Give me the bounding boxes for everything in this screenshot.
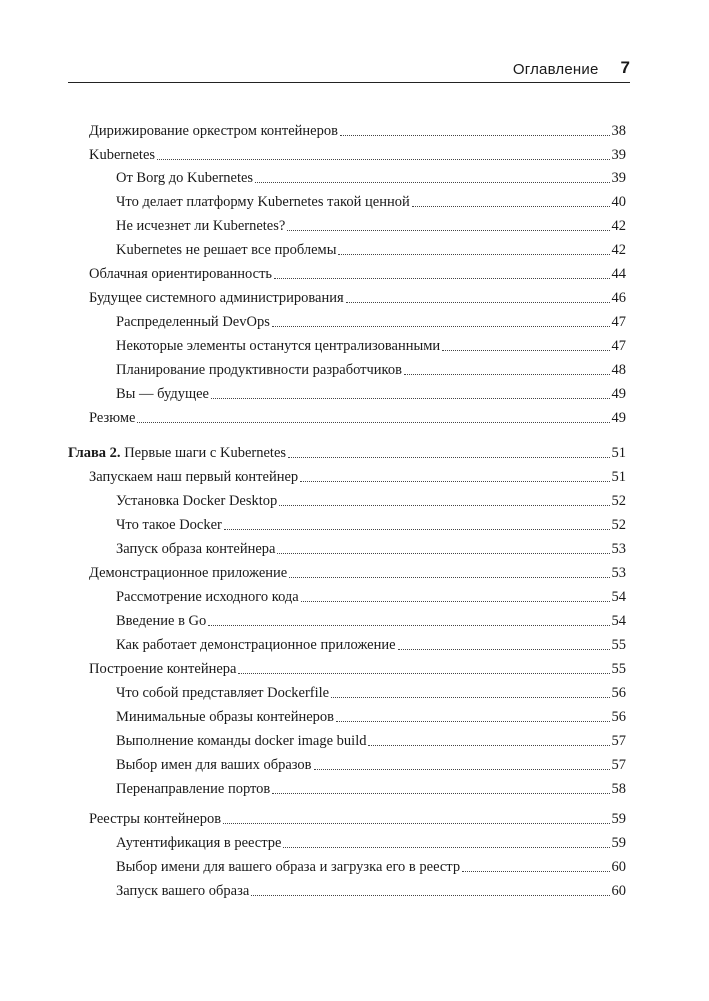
dot-leader <box>137 422 609 423</box>
toc-page-number: 51 <box>611 445 626 461</box>
toc-entry-title <box>68 445 286 461</box>
dot-leader <box>283 847 609 848</box>
dot-leader <box>288 457 609 458</box>
dot-leader <box>224 529 610 530</box>
toc-page-number: 51 <box>611 469 626 485</box>
toc-page-number: 39 <box>611 147 626 163</box>
toc-entry[interactable] <box>89 465 626 485</box>
toc-page-number: 58 <box>611 781 626 797</box>
running-header-page-number: 7 <box>620 58 630 77</box>
toc-page-number: 60 <box>611 859 626 875</box>
toc-page-number: 57 <box>611 733 626 749</box>
toc-entry-title: Как работает демонстрационное приложение <box>116 637 396 653</box>
toc-entry-title: Планирование продуктивности разработчиков <box>116 362 402 378</box>
toc-page-number: 39 <box>611 170 626 186</box>
toc-entry-title: Реестры контейнеров <box>89 811 222 827</box>
toc-entry[interactable] <box>116 831 626 851</box>
toc-entry[interactable] <box>116 334 626 354</box>
dot-leader <box>289 577 609 578</box>
toc-entry[interactable] <box>116 310 626 330</box>
toc-page-number: 53 <box>611 541 626 557</box>
toc-page-number: 49 <box>611 386 626 402</box>
dot-leader <box>442 350 609 351</box>
toc-entry-title: Запускаем наш первый контейнер <box>89 469 299 485</box>
toc-entry-title: Выбор имени для вашего образа и загрузка его в реестр <box>116 859 461 875</box>
toc-entry[interactable] <box>116 729 626 749</box>
toc-entry-title: Дирижирование оркестром контейнеров <box>89 123 338 139</box>
toc-page-number: 54 <box>611 589 626 605</box>
toc-entry[interactable] <box>116 382 626 402</box>
toc-page-number: 60 <box>611 883 626 899</box>
toc-entry[interactable] <box>89 262 626 282</box>
toc-entry-title: Kubernetes <box>89 147 156 163</box>
dot-leader <box>277 553 609 554</box>
dot-leader <box>338 254 609 255</box>
toc-page-number: 55 <box>611 661 626 677</box>
dot-leader <box>340 135 610 136</box>
toc-entry-title: Вы — будущее <box>116 386 209 402</box>
toc-entry-title: Что такое Docker <box>116 517 222 533</box>
toc-page-number: 54 <box>611 613 626 629</box>
toc-page-number: 42 <box>611 242 626 258</box>
chapter-title: Первые шаги с Kubernetes <box>124 445 287 461</box>
toc-entry-title: Распределенный DevOps <box>116 314 270 330</box>
dot-leader <box>462 871 609 872</box>
toc-entry[interactable] <box>89 143 626 163</box>
dot-leader <box>301 601 610 602</box>
toc-page-number: 47 <box>611 314 626 330</box>
toc-entry-title: Введение в Go <box>116 613 207 629</box>
toc-entry-title: Резюме <box>89 410 136 426</box>
toc-page-number: 56 <box>611 709 626 725</box>
toc-entry[interactable] <box>116 855 626 875</box>
toc-entry-title: Запуск образа контейнера <box>116 541 276 557</box>
dot-leader <box>346 302 610 303</box>
toc-entry[interactable] <box>116 777 626 797</box>
toc-entry[interactable] <box>116 681 626 701</box>
toc-page-number: 48 <box>611 362 626 378</box>
toc-entry[interactable] <box>116 166 626 186</box>
toc-entry-title: Выбор имен для ваших образов <box>116 757 312 773</box>
toc-page-number: 57 <box>611 757 626 773</box>
dot-leader <box>279 505 609 506</box>
toc-page-number: 53 <box>611 565 626 581</box>
toc-page-number: 38 <box>611 123 626 139</box>
dot-leader <box>238 673 609 674</box>
toc-entry[interactable] <box>116 705 626 725</box>
toc-page-number: 59 <box>611 835 626 851</box>
toc-entry-title: Будущее системного администрирования <box>89 290 344 306</box>
toc-page-number: 52 <box>611 493 626 509</box>
dot-leader <box>287 230 609 231</box>
dot-leader <box>331 697 609 698</box>
toc-entry-title: Что собой представляет Dockerfile <box>116 685 330 701</box>
toc-entry[interactable] <box>116 585 626 605</box>
toc-entry-title: Построение контейнера <box>89 661 237 677</box>
dot-leader <box>272 326 610 327</box>
toc-entry-title: От Borg до Kubernetes <box>116 170 254 186</box>
toc-page-number: 40 <box>611 194 626 210</box>
toc-entry-title: Выполнение команды docker image build <box>116 733 367 749</box>
toc-entry[interactable] <box>89 807 626 827</box>
toc-entry[interactable] <box>89 406 626 426</box>
dot-leader <box>255 182 609 183</box>
toc-entry[interactable] <box>89 657 626 677</box>
toc-entry-title: Некоторые элементы останутся централизованными <box>116 338 441 354</box>
toc-page-number: 49 <box>611 410 626 426</box>
dot-leader <box>368 745 609 746</box>
toc-entry-title: Облачная ориентированность <box>89 266 273 282</box>
dot-leader <box>336 721 609 722</box>
toc-page-number: 52 <box>611 517 626 533</box>
toc-entry[interactable] <box>89 286 626 306</box>
toc-entry[interactable] <box>116 609 626 629</box>
toc-page-number: 56 <box>611 685 626 701</box>
dot-leader <box>208 625 609 626</box>
toc-entry-title: Перенаправление портов <box>116 781 271 797</box>
toc-entry-title: Минимальные образы контейнеров <box>116 709 335 725</box>
toc-entry-title: Kubernetes не решает все проблемы <box>116 242 337 258</box>
toc-entry[interactable] <box>116 214 626 234</box>
chapter-label: Глава 2. <box>68 445 121 461</box>
toc-entry-title: Аутентификация в реестре <box>116 835 282 851</box>
dot-leader <box>157 159 609 160</box>
dot-leader <box>300 481 609 482</box>
toc-entry-title: Запуск вашего образа <box>116 883 250 899</box>
toc-entry-title: Что делает платформу Kubernetes такой ценной <box>116 194 410 210</box>
toc-page-number: 46 <box>611 290 626 306</box>
toc-page-number: 42 <box>611 218 626 234</box>
toc-entry[interactable] <box>89 561 626 581</box>
toc-page-number: 59 <box>611 811 626 827</box>
toc-entry[interactable] <box>116 879 626 899</box>
dot-leader <box>272 793 609 794</box>
toc-page-number: 44 <box>611 266 626 282</box>
toc-entry-title: Рассмотрение исходного кода <box>116 589 299 605</box>
toc-entry[interactable] <box>116 358 626 378</box>
toc-entry-title: Установка Docker Desktop <box>116 493 278 509</box>
dot-leader <box>314 769 610 770</box>
dot-leader <box>223 823 609 824</box>
dot-leader <box>412 206 610 207</box>
toc-page-number: 55 <box>611 637 626 653</box>
dot-leader <box>274 278 609 279</box>
running-header-title: Оглавление <box>512 61 599 78</box>
toc-entry[interactable] <box>116 513 626 533</box>
dot-leader <box>398 649 610 650</box>
toc-entry[interactable] <box>116 489 626 509</box>
dot-leader <box>251 895 609 896</box>
toc-chapter-entry[interactable] <box>68 441 626 461</box>
dot-leader <box>211 398 610 399</box>
toc-entry[interactable] <box>116 190 626 210</box>
toc-entry[interactable] <box>116 753 626 773</box>
toc-page-number: 47 <box>611 338 626 354</box>
toc-entry[interactable] <box>116 238 626 258</box>
toc-entry-title: Демонстрационное приложение <box>89 565 288 581</box>
toc-entry[interactable] <box>116 537 626 557</box>
toc-entry[interactable] <box>89 119 626 139</box>
toc-entry[interactable] <box>116 633 626 653</box>
toc-entry-title: Не исчезнет ли Kubernetes? <box>116 218 286 234</box>
dot-leader <box>404 374 610 375</box>
